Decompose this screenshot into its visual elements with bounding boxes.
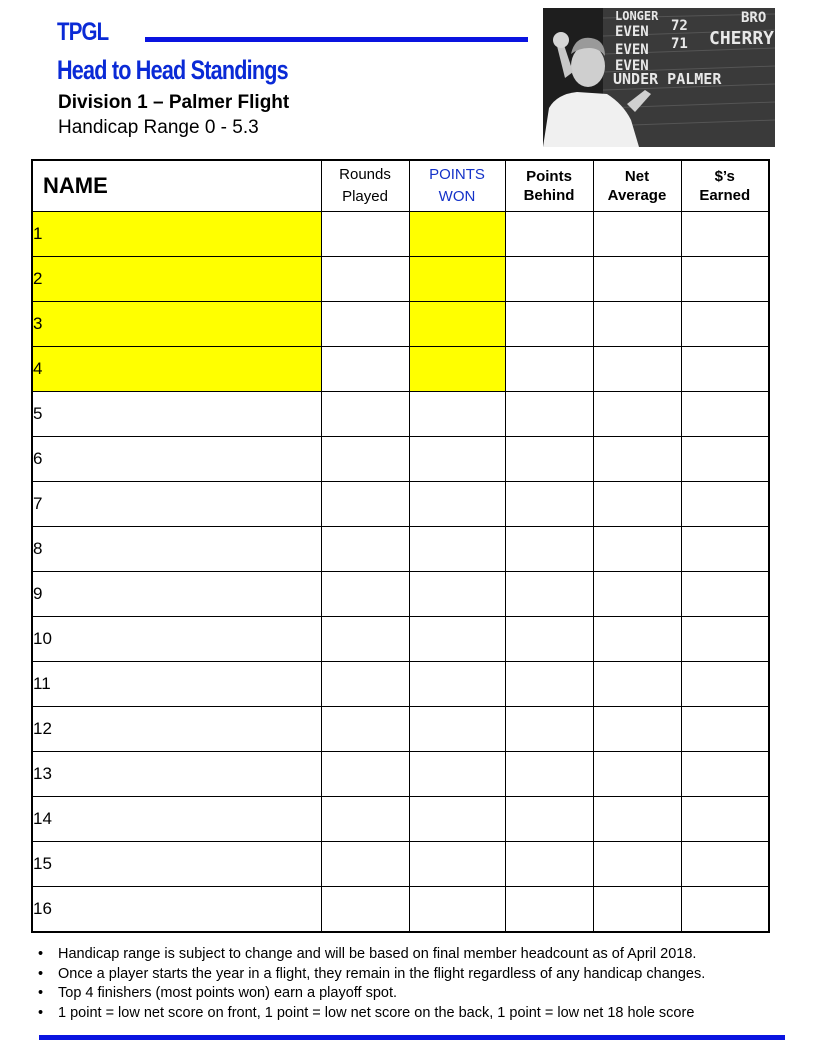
table-cell [409, 572, 505, 617]
table-row [32, 572, 769, 617]
col-header-points-won: POINTS WON [409, 160, 505, 212]
table-cell [321, 347, 409, 392]
note-item: • 1 point = low net score on front, 1 point = low net score on the back, 1 point = low net 18 hole score [38, 1004, 695, 1021]
table-cell [409, 842, 505, 887]
table-row [32, 707, 769, 752]
table-cell [681, 752, 769, 797]
rank-name-cell: 1 [32, 212, 321, 257]
table-row [32, 617, 769, 662]
table-cell [593, 842, 681, 887]
table-cell [681, 482, 769, 527]
note-item: • Top 4 finishers (most points won) earn a playoff spot. [38, 985, 398, 1001]
table-cell [681, 347, 769, 392]
board-text: BRO [741, 10, 767, 26]
table-cell [593, 527, 681, 572]
rank-name-cell: 4 [32, 347, 321, 392]
board-text: CHERRY [709, 28, 775, 49]
notes-list [38, 945, 798, 1023]
table-cell [409, 212, 505, 257]
rank-name-cell: 5 [32, 392, 321, 437]
col-header-points-behind: Points Behind [505, 160, 593, 212]
table-cell [321, 527, 409, 572]
rank-name-cell: 10 [32, 617, 321, 662]
table-cell [681, 842, 769, 887]
rank-name-cell: 11 [32, 662, 321, 707]
table-cell [505, 437, 593, 482]
rank-name-cell: 8 [32, 527, 321, 572]
board-text: LONGER [615, 9, 659, 23]
table-cell [321, 302, 409, 347]
col-header-net-average: Net Average [593, 160, 681, 212]
board-text: 72 [671, 18, 688, 34]
rank-name-cell: 3 [32, 302, 321, 347]
org-name: TPGL [57, 18, 109, 46]
table-cell [593, 707, 681, 752]
table-row [32, 752, 769, 797]
table-cell [593, 662, 681, 707]
table-row [32, 257, 769, 302]
table-cell [321, 572, 409, 617]
standings-table [31, 159, 770, 933]
board-text: EVEN [615, 42, 649, 58]
table-cell [409, 662, 505, 707]
table-row [32, 212, 769, 257]
table-cell [505, 392, 593, 437]
leaderboard-photo [543, 8, 775, 147]
table-cell [321, 797, 409, 842]
col-header-name: NAME [32, 160, 321, 212]
table-cell [593, 302, 681, 347]
table-cell [505, 347, 593, 392]
table-cell [321, 437, 409, 482]
header-row [32, 160, 769, 212]
table-cell [505, 572, 593, 617]
table-cell [409, 437, 505, 482]
table-row [32, 662, 769, 707]
division-label: Division 1 – Palmer Flight [58, 92, 290, 113]
table-cell [505, 797, 593, 842]
table-row [32, 482, 769, 527]
table-cell [409, 887, 505, 933]
table-cell [409, 797, 505, 842]
table-cell [505, 617, 593, 662]
table-cell [681, 797, 769, 842]
rank-name-cell: 14 [32, 797, 321, 842]
col-header-rounds-played: Rounds Played [321, 160, 409, 212]
table-cell [505, 302, 593, 347]
table-row [32, 527, 769, 572]
table-cell [593, 437, 681, 482]
table-row [32, 842, 769, 887]
table-cell [505, 662, 593, 707]
table-row [32, 437, 769, 482]
table-cell [593, 212, 681, 257]
table-cell [505, 527, 593, 572]
table-cell [681, 527, 769, 572]
table-row [32, 887, 769, 933]
table-cell [681, 302, 769, 347]
table-cell [321, 482, 409, 527]
table-cell [321, 707, 409, 752]
table-cell [321, 617, 409, 662]
table-cell [321, 842, 409, 887]
table-cell [593, 392, 681, 437]
rank-name-cell: 6 [32, 437, 321, 482]
board-text: UNDER PALMER [613, 70, 722, 88]
note-item: • Once a player starts the year in a flight, they remain in the flight regardless of any handicap changes. [38, 965, 706, 982]
table-cell [321, 212, 409, 257]
table-cell [409, 392, 505, 437]
table-cell [409, 482, 505, 527]
table-cell [409, 617, 505, 662]
table-cell [505, 257, 593, 302]
table-cell [505, 482, 593, 527]
table-cell [505, 212, 593, 257]
header-rule [145, 37, 528, 42]
table-cell [505, 842, 593, 887]
rank-name-cell: 2 [32, 257, 321, 302]
rank-name-cell: 15 [32, 842, 321, 887]
table-cell [505, 707, 593, 752]
table-cell [321, 662, 409, 707]
page-title: Head to Head Standings [57, 55, 288, 85]
table-cell [681, 707, 769, 752]
table-cell [321, 887, 409, 933]
col-header-earned: $’s Earned [681, 160, 769, 212]
rank-name-cell: 9 [32, 572, 321, 617]
table-cell [593, 482, 681, 527]
rank-name-cell: 12 [32, 707, 321, 752]
table-cell [681, 617, 769, 662]
note-item: • Handicap range is subject to change and will be based on final member headcount as of April 2018. [38, 946, 697, 962]
table-cell [681, 257, 769, 302]
table-cell [593, 752, 681, 797]
table-cell [681, 437, 769, 482]
table-cell [681, 392, 769, 437]
table-cell [593, 347, 681, 392]
table-cell [409, 347, 505, 392]
table-cell [681, 212, 769, 257]
rank-name-cell: 7 [32, 482, 321, 527]
table-cell [593, 572, 681, 617]
table-cell [593, 797, 681, 842]
table-row [32, 302, 769, 347]
table-row [32, 347, 769, 392]
table-cell [409, 752, 505, 797]
table-cell [321, 752, 409, 797]
table-row [32, 797, 769, 842]
table-cell [681, 887, 769, 933]
footer-rule [39, 1035, 785, 1040]
board-text: 71 [671, 36, 688, 52]
table-cell [321, 257, 409, 302]
table-cell [505, 887, 593, 933]
handicap-range-label: Handicap Range 0 - 5.3 [58, 117, 259, 138]
board-text: EVEN [615, 24, 649, 40]
table-cell [409, 527, 505, 572]
table-cell [593, 887, 681, 933]
table-cell [505, 752, 593, 797]
table-cell [593, 257, 681, 302]
board-text: EVEN [615, 58, 649, 74]
table-cell [409, 302, 505, 347]
table-cell [321, 392, 409, 437]
rank-name-cell: 13 [32, 752, 321, 797]
table-cell [409, 257, 505, 302]
rank-name-cell: 16 [32, 887, 321, 933]
table-row [32, 392, 769, 437]
table-cell [409, 707, 505, 752]
table-cell [681, 572, 769, 617]
table-cell [593, 617, 681, 662]
table-cell [681, 662, 769, 707]
